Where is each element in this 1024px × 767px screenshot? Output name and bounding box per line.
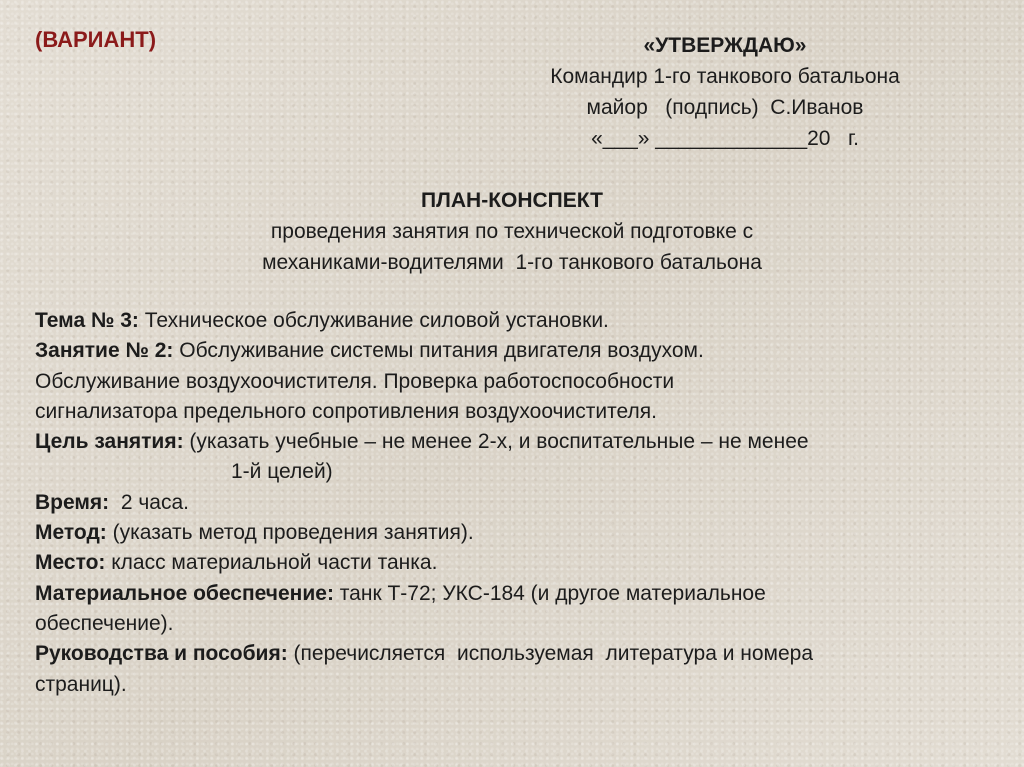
- topic-text: Техническое обслуживание силовой установки.: [138, 309, 609, 332]
- plan-title: ПЛАН-КОНСПЕКТ: [421, 189, 603, 212]
- lesson-row: [35, 336, 995, 366]
- method-row: [35, 518, 995, 548]
- approval-date: «___» _____________20 г.: [591, 127, 859, 150]
- plan-subtitle-line1: проведения занятия по технической подготовке с: [270, 220, 754, 243]
- manuals-line2: страниц).: [35, 672, 127, 696]
- plan-heading: [100, 185, 924, 278]
- plan-subtitle-line2: механиками-водителями 1-го танкового батальона: [262, 251, 762, 274]
- time-text: 2 часа.: [109, 490, 190, 514]
- method-text: (указать метод проведения занятия).: [106, 521, 474, 545]
- manuals-label: Руководства и пособия:: [35, 642, 288, 666]
- lesson-label: Занятие № 2:: [35, 339, 174, 363]
- goal-text: (указать учебные – не менее 2-х, и воспитательные – не менее: [183, 430, 809, 454]
- goal-label: Цель занятия:: [35, 430, 184, 454]
- approval-signature: майор (подпись) С.Иванов: [586, 96, 864, 119]
- lesson-line2: Обслуживание воздухоочистителя. Проверка работоспособности: [35, 369, 675, 393]
- time-label: Время:: [35, 490, 110, 514]
- lesson-line3: сигнализатора предельного сопротивления воздухоочистителя.: [35, 399, 657, 423]
- manuals-row: [35, 639, 995, 669]
- variant-label: (ВАРИАНТ): [35, 27, 157, 52]
- plan-body: [35, 306, 995, 700]
- time-row: [35, 488, 995, 518]
- method-label: Метод:: [35, 521, 107, 545]
- place-text: класс материальной части танка.: [105, 551, 438, 575]
- approval-position: Командир 1-го танкового батальона: [550, 65, 900, 88]
- material-line2: обеспечение).: [35, 611, 174, 635]
- lesson-text: Обслуживание системы питания двигателя воздухом.: [173, 339, 704, 363]
- material-row: [35, 579, 995, 609]
- goal-line2: 1-й целей): [231, 460, 333, 484]
- approval-block: [500, 30, 950, 154]
- goal-row: [35, 427, 995, 457]
- approval-title: «УТВЕРЖДАЮ»: [643, 34, 807, 57]
- topic-row: [35, 306, 995, 336]
- manuals-text: (перечисляется используемая литература и номера: [287, 642, 814, 666]
- material-label: Материальное обеспечение:: [35, 581, 334, 605]
- place-label: Место:: [35, 551, 106, 575]
- place-row: [35, 548, 995, 578]
- topic-label: Тема № 3:: [35, 309, 139, 332]
- material-text: танк Т-72; УКС-184 (и другое материальное: [333, 581, 766, 605]
